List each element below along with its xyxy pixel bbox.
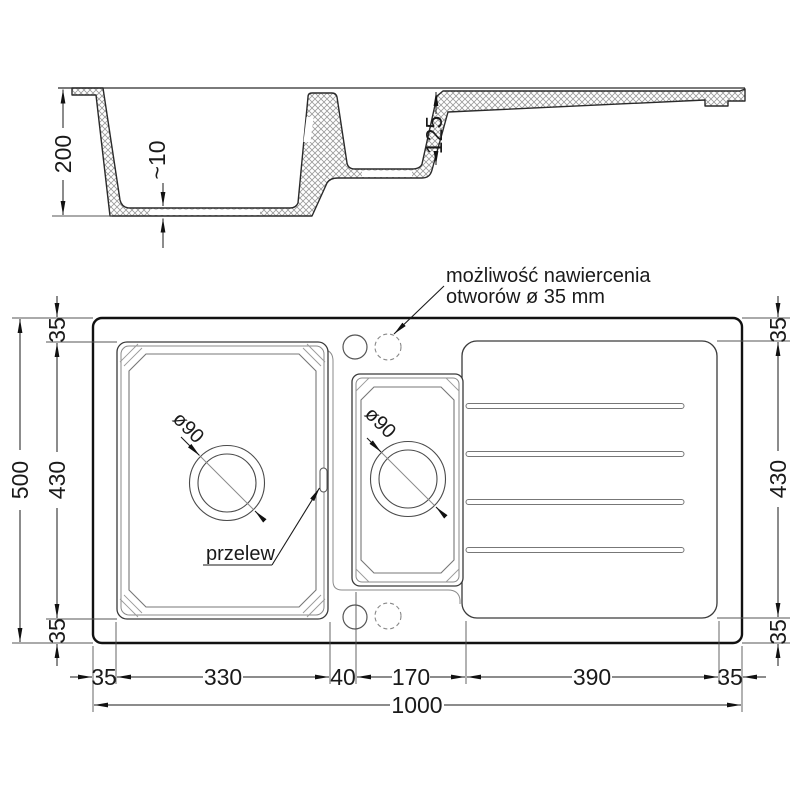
- dim-main-bowl-label: 330: [203, 664, 243, 690]
- small-drain-label: ø90: [360, 403, 400, 443]
- main-bowl: [117, 342, 328, 619]
- dim-bottom-thickness-label: ~10: [144, 140, 170, 180]
- dim-left-bottom-label: 35: [44, 618, 70, 644]
- optional-hole-bottom: [375, 603, 401, 629]
- dim-divider-label: 40: [330, 664, 356, 690]
- section-material-profile: [72, 88, 745, 216]
- dim-bottom-chain: [70, 664, 766, 690]
- faucet-hole-top: [343, 335, 367, 359]
- dim-left-margin-label: 35: [91, 664, 117, 690]
- dim-left-chain: [44, 296, 70, 666]
- dim-total-depth: [7, 319, 33, 642]
- dim-right-middle-label: 430: [765, 459, 791, 499]
- dim-left-middle-label: 430: [44, 460, 70, 500]
- plan-view: [93, 265, 742, 643]
- groove-4: [466, 548, 684, 553]
- dim-overall-depth-label: 200: [50, 134, 76, 174]
- dim-small-bowl-depth-label: 125: [421, 115, 447, 155]
- main-drain-label: ø90: [168, 408, 208, 448]
- optional-hole-top: [375, 334, 401, 360]
- faucet-hole-bottom: [343, 605, 367, 629]
- small-bowl-drain-gap: [362, 171, 412, 178]
- dim-total-width-label: 1000: [391, 692, 443, 718]
- dim-right-top-label: 35: [765, 317, 791, 343]
- overflow-label: przelew: [206, 543, 275, 565]
- drill-note-line1: możliwość nawiercenia: [446, 265, 651, 287]
- groove-2: [466, 452, 684, 457]
- drill-note-line2: otworów ø 35 mm: [446, 286, 605, 308]
- groove-3: [466, 500, 684, 505]
- dim-drainer-label: 390: [572, 664, 612, 690]
- main-bowl-drain-gap: [150, 210, 260, 216]
- section-view: [50, 88, 745, 248]
- dim-bottom-thickness: [144, 140, 170, 248]
- dim-total-width: [94, 692, 741, 718]
- dim-small-bowl-label: 170: [391, 664, 431, 690]
- dim-right-margin-label: 35: [717, 664, 743, 690]
- small-bowl: [352, 374, 463, 586]
- overflow-slot: [320, 468, 327, 492]
- groove-1: [466, 404, 684, 409]
- dim-right-chain: [765, 296, 791, 666]
- dim-overall-depth: [50, 90, 76, 216]
- dim-total-depth-label: 500: [7, 460, 33, 500]
- dim-left-top-label: 35: [44, 317, 70, 343]
- drainer-board: [462, 341, 717, 618]
- dim-right-bottom-label: 35: [765, 619, 791, 645]
